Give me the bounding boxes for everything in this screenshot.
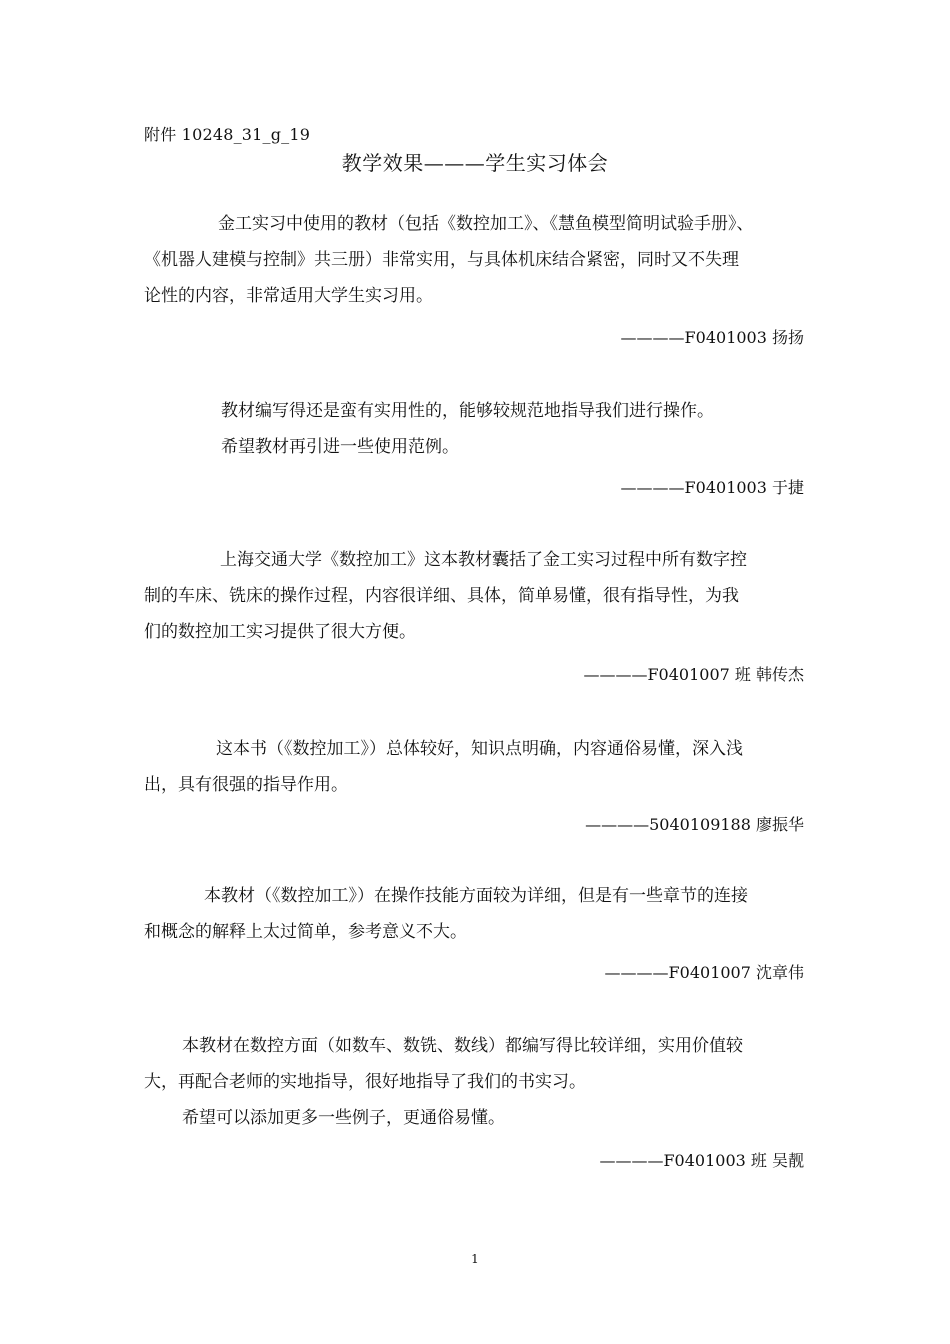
comment-3-line-3: 们的数控加工实习提供了很大方便。 [144, 622, 416, 642]
comment-3-line-2: 制的车床、铣床的操作过程，内容很详细、具体，简单易懂，很有指导性，为我 [144, 586, 739, 606]
comment-2-signature: ————F0401003 于捷 [620, 478, 804, 497]
comment-6-line-1: 本教材在数控方面（如数车、数铣、数线）都编写得比较详细，实用价值较 [182, 1036, 743, 1056]
comment-5-line-1: 本教材（《数控加工》）在操作技能方面较为详细，但是有一些章节的连接 [204, 886, 748, 906]
comment-2-line-2: 希望教材再引进一些使用范例。 [221, 437, 459, 457]
comment-2-line-1: 教材编写得还是蛮有实用性的，能够较规范地指导我们进行操作。 [221, 401, 714, 421]
comment-6-signature: ————F0401003 班 吴靓 [599, 1151, 804, 1170]
comment-3-line-1: 上海交通大学《数控加工》这本教材囊括了金工实习过程中所有数字控 [220, 550, 747, 570]
comment-6-line-3: 希望可以添加更多一些例子，更通俗易懂。 [182, 1108, 505, 1128]
comment-3-signature: ————F0401007 班 韩传杰 [583, 665, 804, 684]
comment-5-signature: ————F0401007 沈章伟 [604, 963, 804, 982]
comment-1-line-1: 金工实习中使用的教材（包括《数控加工》、《慧鱼模型简明试验手册》、 [218, 214, 754, 234]
comment-2-text [144, 393, 810, 465]
page-title: 教学效果———学生实习体会 [341, 151, 609, 175]
comment-5-line-2: 和概念的解释上太过简单，参考意义不大。 [144, 922, 467, 942]
comment-1-line-3: 论性的内容，非常适用大学生实习用。 [144, 286, 433, 306]
comment-4-line-2: 出，具有很强的指导作用。 [144, 775, 348, 795]
comment-4-text [144, 731, 810, 803]
comment-1-line-2: 《机器人建模与控制》共三册）非常实用，与具体机床结合紧密，同时又不失理 [144, 250, 739, 270]
comment-5-text [144, 878, 810, 950]
page-number: 1 [471, 1252, 479, 1266]
comment-6-line-2: 大，再配合老师的实地指导，很好地指导了我们的书实习。 [144, 1072, 586, 1092]
comment-1-text [144, 206, 810, 314]
comment-4-signature: ————5040109188 廖振华 [585, 815, 804, 834]
comment-6-text [144, 1028, 810, 1136]
comment-3-text [144, 542, 810, 650]
comment-4-line-1: 这本书（《数控加工》）总体较好，知识点明确，内容通俗易懂，深入浅 [216, 739, 743, 759]
comment-1-signature: ————F0401003 扬扬 [620, 328, 804, 347]
attachment-label: 附件 10248_31_g_19 [144, 125, 311, 144]
